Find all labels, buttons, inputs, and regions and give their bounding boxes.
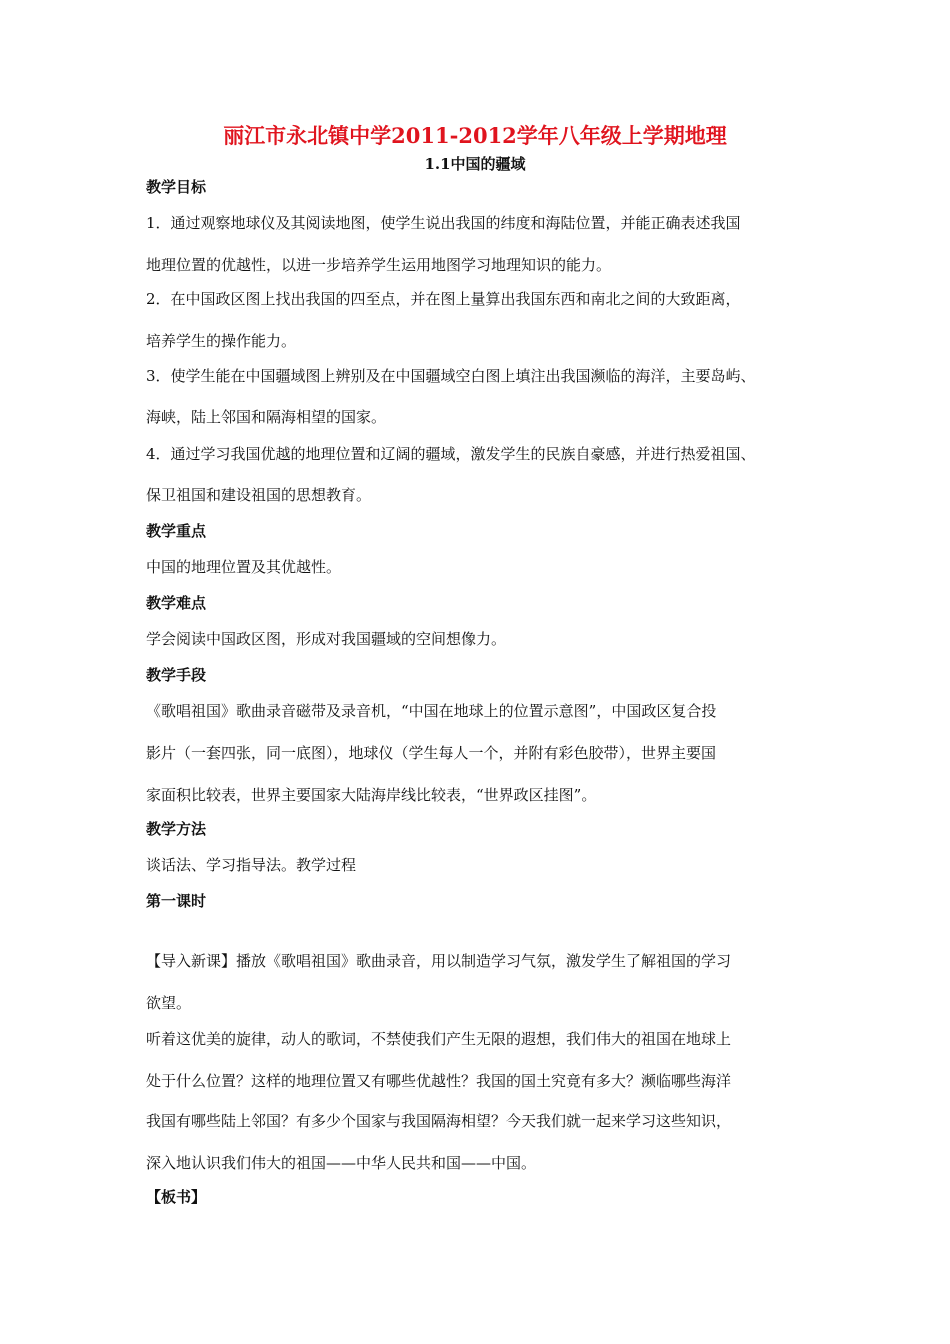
methods-line: 谈话法、学习指导法。教学过程 <box>146 856 357 874</box>
intro-line: 我国有哪些陆上邻国？有多少个国家与我国隔海相望？今天我们就一起来学习这些知识， <box>146 1112 732 1130</box>
key-point-line: 中国的地理位置及其优越性。 <box>146 558 342 576</box>
heading-difficulties: 教学难点 <box>146 594 207 612</box>
intro-line: 【导入新课】播放《歌唱祖国》歌曲录音，用以制造学习气氛，激发学生了解祖国的学习 <box>146 952 732 970</box>
intro-line: 处于什么位置？这样的地理位置又有哪些优越性？我国的国土究竟有多大？濒临哪些海洋 <box>146 1072 732 1090</box>
intro-line: 深入地认识我们伟大的祖国——中华人民共和国——中国。 <box>146 1154 537 1172</box>
objective-line: 地理位置的优越性，以进一步培养学生运用地图学习地理知识的能力。 <box>146 256 612 274</box>
means-line: 影片（一套四张，同一底图），地球仪（学生每人一个，并附有彩色胶带），世界主要国 <box>146 744 717 762</box>
heading-board: 【板书】 <box>146 1188 207 1206</box>
intro-line: 欲望。 <box>146 994 192 1012</box>
heading-objectives: 教学目标 <box>146 178 207 196</box>
difficulty-line: 学会阅读中国政区图，形成对我国疆域的空间想像力。 <box>146 630 507 648</box>
intro-line: 听着这优美的旋律，动人的歌词，不禁使我们产生无限的遐想，我们伟大的祖国在地球上 <box>146 1030 732 1048</box>
means-line: 《歌唱祖国》歌曲录音磁带及录音机，“中国在地球上的位置示意图”，中国政区复合投 <box>146 702 717 720</box>
document-title: 丽江市永北镇中学2011-2012学年八年级上学期地理 <box>223 123 727 148</box>
objective-line: 4．通过学习我国优越的地理位置和辽阔的疆域，激发学生的民族自豪感，并进行热爱祖国、 <box>146 445 756 463</box>
heading-means: 教学手段 <box>146 666 207 684</box>
document-subtitle: 1.1中国的疆域 <box>424 155 526 173</box>
objective-line: 2．在中国政区图上找出我国的四至点，并在图上量算出我国东西和南北之间的大致距离， <box>146 290 741 308</box>
objective-line: 3．使学生能在中国疆域图上辨别及在中国疆域空白图上填注出我国濒临的海洋，主要岛屿、 <box>146 367 756 385</box>
heading-methods: 教学方法 <box>146 820 207 838</box>
means-line: 家面积比较表，世界主要国家大陆海岸线比较表，“世界政区挂图”。 <box>146 786 597 804</box>
objective-line: 海峡，陆上邻国和隔海相望的国家。 <box>146 408 387 426</box>
heading-key-points: 教学重点 <box>146 522 207 540</box>
objective-line: 保卫祖国和建设祖国的思想教育。 <box>146 486 372 504</box>
objective-line: 培养学生的操作能力。 <box>146 332 297 350</box>
objective-line: 1．通过观察地球仪及其阅读地图，使学生说出我国的纬度和海陆位置，并能正确表述我国 <box>146 214 741 232</box>
heading-first-lesson: 第一课时 <box>146 892 207 910</box>
